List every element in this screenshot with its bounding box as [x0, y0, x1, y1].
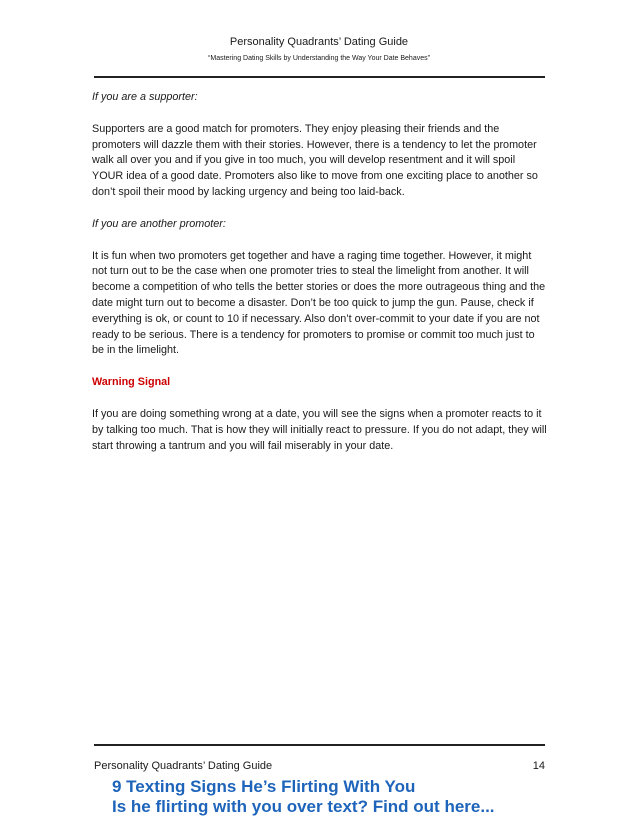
footer-divider	[94, 744, 545, 746]
warning-paragraph: If you are doing something wrong at a date, you will see the signs when a promoter reacts to it by talking too much. That is how they will initially react to pressure. If you do not adapt, they will start throwing a tantrum and you will fail miserably in your date.	[92, 407, 547, 452]
warning-heading: Warning Signal	[92, 376, 171, 389]
section-paragraph-promoter: It is fun when two promoters get together and have a raging time together. However, it might not turn out to be the case when one promoter tries to steal the limelight from another. It will become a competition of who tells the better stories or does the more outrageous thing and the date might turn out to become a disaster. Don’t be too quick to jump the gun. Pause, check if everything is ok, or count to 10 if necessary. Also don’t over-commit to your date if you are not ready to be serious. There is a tendency for promoters to promise or commit too much just to be in the limelight.	[92, 249, 546, 357]
page-header	[0, 35, 638, 64]
header-title: Personality Quadrants’ Dating Guide	[229, 36, 409, 48]
promo-link-line1[interactable]: 9 Texting Signs He’s Flirting With You	[112, 777, 416, 796]
promo-link-line2[interactable]: Is he flirting with you over text? Find out here...	[112, 797, 495, 816]
section-heading-supporter: If you are a supporter:	[92, 91, 198, 103]
page-number: 14	[532, 760, 545, 772]
header-subtitle: “Mastering Dating Skills by Understanding the Way Your Date Behaves”	[208, 55, 430, 62]
promo-link[interactable]	[112, 777, 495, 817]
body-content	[92, 90, 547, 470]
footer-title: Personality Quadrants’ Dating Guide	[94, 760, 273, 772]
section-paragraph-supporter: Supporters are a good match for promoters. They enjoy pleasing their friends and the promoters will dazzle them with their stories. However, there is a tendency to let the promoter walk all over you and if you give in too much, you will develop resentment and it will spoil YOUR idea of a good date. Promoters also like to move from one exciting place to another so don’t spoil their mood by lacking urgency and being too laid-back.	[92, 122, 538, 198]
header-divider	[94, 76, 545, 78]
section-heading-promoter: If you are another promoter:	[92, 217, 226, 230]
